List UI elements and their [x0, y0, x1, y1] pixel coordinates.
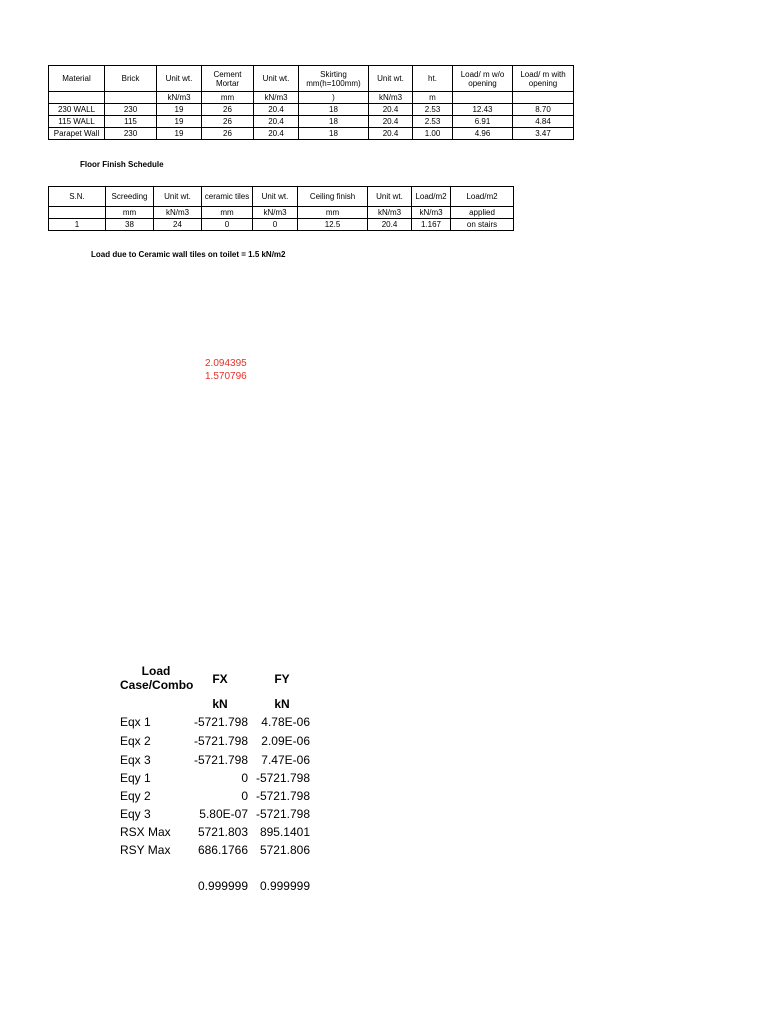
- table-cell: 1.167: [412, 219, 451, 231]
- header-cell: Load/m2: [412, 187, 451, 207]
- header-cell: Cement Mortar: [202, 66, 254, 92]
- header-cell: Load/m2: [451, 187, 514, 207]
- unit-cell: mm: [106, 207, 154, 219]
- table-cell: 12.43: [453, 104, 513, 116]
- unit-cell: [49, 92, 105, 104]
- table-cell: 20.4: [369, 128, 413, 140]
- table-cell: 0: [253, 219, 298, 231]
- table-cell: 0: [202, 219, 253, 231]
- header-cell: Load/ m w/o opening: [453, 66, 513, 92]
- table-cell: 18: [299, 128, 369, 140]
- unit-cell: [49, 207, 106, 219]
- fy-value: 4.78E-06: [261, 715, 310, 729]
- table-cell: 230 WALL: [49, 104, 105, 116]
- header-cell: Skirting mm(h=100mm): [299, 66, 369, 92]
- red-value: 1.570796: [205, 371, 247, 382]
- table-cell: 24: [154, 219, 202, 231]
- load-case-name: Eqy 3: [120, 807, 151, 821]
- load-case-name: Eqx 3: [120, 753, 151, 767]
- load-case-name: RSY Max: [120, 843, 171, 857]
- fy-value: 2.09E-06: [261, 734, 310, 748]
- floor-header-row: [49, 187, 514, 207]
- table-cell: 20.4: [254, 128, 299, 140]
- fy-value: 895.1401: [259, 825, 310, 839]
- header-cell: ceramic tiles: [202, 187, 253, 207]
- unit-cell: kN/m3: [368, 207, 412, 219]
- table-cell: 8.70: [513, 104, 574, 116]
- load-case-name: Eqy 2: [120, 789, 151, 803]
- table-cell: 18: [299, 104, 369, 116]
- table-cell: 26: [202, 116, 254, 128]
- unit-cell: mm: [298, 207, 368, 219]
- fx-value: 0: [241, 771, 248, 785]
- table-cell: 2.53: [413, 104, 453, 116]
- table-cell: 115 WALL: [49, 116, 105, 128]
- header-cell: Brick: [105, 66, 157, 92]
- header-cell: Unit wt.: [254, 66, 299, 92]
- fx-value: 686.1766: [197, 843, 248, 857]
- unit-cell: mm: [202, 92, 254, 104]
- table-cell: 18: [299, 116, 369, 128]
- table-cell: 230: [105, 128, 157, 140]
- table-cell: 20.4: [368, 219, 412, 231]
- red-value: 2.094395: [205, 358, 247, 369]
- fy-value: -5721.798: [255, 771, 310, 785]
- wall-tiles-note: Load due to Ceramic wall tiles on toilet = 1.5 kN/m2: [91, 250, 286, 259]
- unit-cell: kN/m3: [254, 92, 299, 104]
- table-cell: 38: [106, 219, 154, 231]
- fy-ratio: 0.999999: [259, 879, 310, 893]
- floor-finish-table: [48, 186, 514, 231]
- wall-units-row: [49, 92, 574, 104]
- load-case-name: Eqx 1: [120, 715, 151, 729]
- table-cell: 19: [157, 128, 202, 140]
- unit-cell: mm: [202, 207, 253, 219]
- header-cell: Screeding: [106, 187, 154, 207]
- fy-value: 7.47E-06: [261, 753, 310, 767]
- header-cell: Unit wt.: [253, 187, 298, 207]
- unit-fx: kN: [212, 697, 228, 711]
- table-row: [49, 128, 574, 140]
- table-cell: 4.96: [453, 128, 513, 140]
- unit-cell: kN/m3: [154, 207, 202, 219]
- unit-cell: applied: [451, 207, 514, 219]
- table-row: [49, 116, 574, 128]
- table-cell: 115: [105, 116, 157, 128]
- fx-value: 5.80E-07: [199, 807, 248, 821]
- table-cell: 19: [157, 104, 202, 116]
- header-cell: ht.: [413, 66, 453, 92]
- table-cell: 26: [202, 104, 254, 116]
- header-cell: Unit wt.: [154, 187, 202, 207]
- fy-value: 5721.806: [259, 843, 310, 857]
- table-cell: 19: [157, 116, 202, 128]
- header-cell: Unit wt.: [157, 66, 202, 92]
- table-cell: 20.4: [254, 104, 299, 116]
- unit-cell: [105, 92, 157, 104]
- floor-finish-title: Floor Finish Schedule: [80, 160, 164, 169]
- unit-cell: [513, 92, 574, 104]
- floor-units-row: [49, 207, 514, 219]
- unit-cell: kN/m3: [157, 92, 202, 104]
- fy-value: -5721.798: [255, 807, 310, 821]
- fx-ratio: 0.999999: [197, 879, 248, 893]
- unit-cell: kN/m3: [369, 92, 413, 104]
- table-cell: 230: [105, 104, 157, 116]
- fx-value: 5721.803: [197, 825, 248, 839]
- header-cell: Material: [49, 66, 105, 92]
- load-case-name: Eqx 2: [120, 734, 151, 748]
- unit-cell: m: [413, 92, 453, 104]
- wall-load-table: [48, 65, 574, 140]
- header-load-case: Load Case/Combo: [120, 664, 194, 692]
- fx-value: -5721.798: [193, 715, 248, 729]
- fx-value: 0: [241, 789, 248, 803]
- header-cell: Load/ m with opening: [513, 66, 574, 92]
- table-cell: 20.4: [369, 116, 413, 128]
- table-cell: 12.5: [298, 219, 368, 231]
- header-fy: FY: [274, 672, 290, 686]
- wall-header-row: [49, 66, 574, 92]
- header-cell: S.N.: [49, 187, 106, 207]
- unit-cell: kN/m3: [412, 207, 451, 219]
- table-cell: 20.4: [254, 116, 299, 128]
- table-cell: 26: [202, 128, 254, 140]
- table-row: [49, 104, 574, 116]
- fx-value: -5721.798: [193, 734, 248, 748]
- unit-fy: kN: [274, 697, 290, 711]
- table-cell: on stairs: [451, 219, 514, 231]
- table-cell: 4.84: [513, 116, 574, 128]
- header-cell: Unit wt.: [368, 187, 412, 207]
- table-cell: 1: [49, 219, 106, 231]
- table-cell: Parapet Wall: [49, 128, 105, 140]
- table-cell: 20.4: [369, 104, 413, 116]
- header-cell: Ceiling finish: [298, 187, 368, 207]
- unit-cell: [453, 92, 513, 104]
- unit-cell: ): [299, 92, 369, 104]
- load-case-name: RSX Max: [120, 825, 171, 839]
- header-fx: FX: [212, 672, 228, 686]
- table-cell: 1.00: [413, 128, 453, 140]
- table-cell: 2.53: [413, 116, 453, 128]
- table-cell: 6.91: [453, 116, 513, 128]
- table-cell: 3.47: [513, 128, 574, 140]
- header-cell: Unit wt.: [369, 66, 413, 92]
- load-case-name: Eqy 1: [120, 771, 151, 785]
- fx-value: -5721.798: [193, 753, 248, 767]
- table-row: [49, 219, 514, 231]
- unit-cell: kN/m3: [253, 207, 298, 219]
- fy-value: -5721.798: [255, 789, 310, 803]
